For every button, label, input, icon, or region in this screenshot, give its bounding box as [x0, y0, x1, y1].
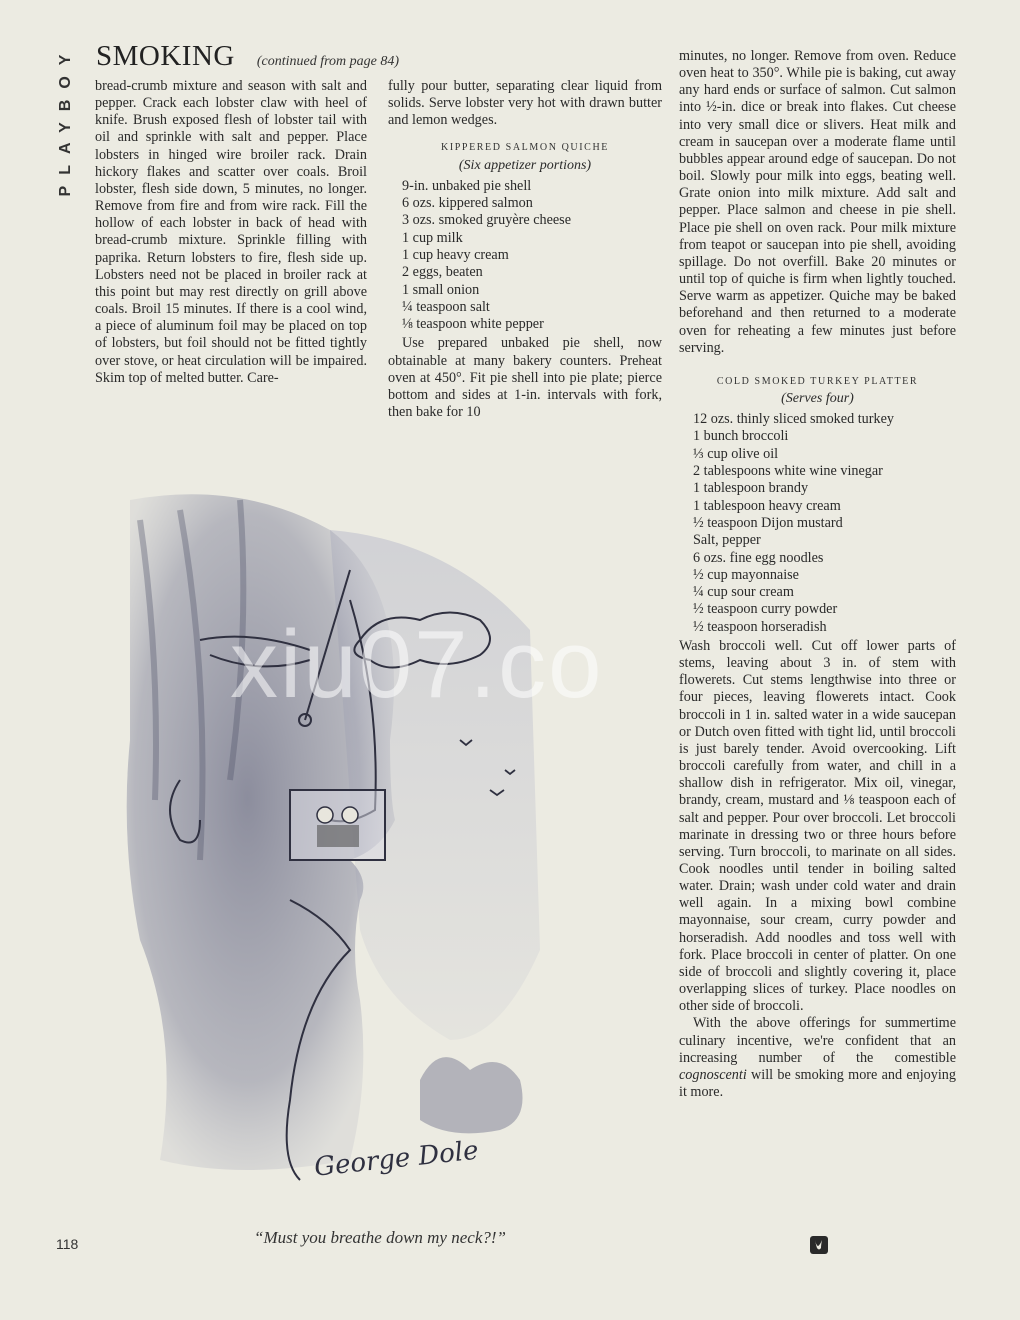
recipe-title-quiche: KIPPERED SALMON QUICHE [441, 142, 609, 154]
ingredient-item: 6 ozs. fine egg noodles [693, 549, 824, 566]
quiche-method-continued: minutes, no longer. Remove from oven. Reduce oven heat to 350°. While pie is baking, cut away any hard ends or surface of salmon. Cut salmon into ½-in. dice or break into flakes. Cut cheese into very small dice or slivers. Heat milk and cream in saucepan over a moderate flame until bubbles appear around edge of saucepan. Do not boil. Slowly pour milk into eggs, beating well. Grate onion into milk mixture. Add salt and pepper. Place salmon and cheese in pie shell. Place pie shell on oven rack. Pour milk mixture from teapot or saucepan into pie shell, avoiding spillage. Do not overfill. Bake 20 minutes or until top of quiche is firm when lightly touched. Serve warm as appetizer. Quiche may be baked beforehand and then returned to a moderate oven for reheating a few minutes just before serving. [679, 48, 956, 356]
ingredient-item: ½ teaspoon curry powder [693, 601, 838, 618]
ingredient-item: 1 small onion [402, 281, 480, 298]
ingredient-item: Salt, pepper [693, 532, 761, 549]
ingredient-item: ½ teaspoon horseradish [693, 618, 827, 635]
ingredient-list-turkey [679, 411, 956, 636]
recipe-title-turkey: COLD SMOKED TURKEY PLATTER [716, 375, 919, 387]
ingredient-item: 6 ozs. kippered salmon [402, 195, 533, 212]
recipe-serves-turkey: (Serves four) [781, 390, 854, 406]
ingredient-item: 12 ozs. thinly sliced smoked turkey [693, 411, 894, 428]
ingredient-list-quiche [388, 178, 662, 334]
ingredient-item: ½ teaspoon Dijon mustard [693, 514, 843, 531]
continued-note: (continued from page 84) [256, 54, 400, 69]
column-1 [95, 78, 367, 430]
ingredient-item: ¼ cup sour cream [693, 584, 794, 601]
ingredient-item: ½ cup mayonnaise [693, 566, 799, 583]
turkey-method: Wash broccoli well. Cut off lower parts of stems, leaving about 3 in. of stem with flowerets. Cut stems lengthwise into three or four pieces, leaving flowerets intact. Cook broccoli in 1 in. salted water in a wide saucepan or Dutch oven fitted with tight lid, until broccoli is just barely tender. Avoid overcooking. Lift broccoli carefully from water, and chill in a shallow dish in refrigerator. Mix oil, vinegar, brandy, cream, mustard and ⅛ teaspoon each of salt and pepper. Pour over broccoli. Let broccoli marinate in dressing two or three hours before serving. Turn broccoli, to marinate on all sides. Cook noodles until tender in boiling salted water. Drain; wash under cold water and drain well again. In a mixing bowl combine mayonnaise, sour cream, curry powder and horseradish. Add noodles and toss well with fork. Place broccoli in center of platter. On one side of broccoli and slightly covering it, place overlapping slices of turkey. Place noodles on other side of broccoli. [679, 637, 956, 1015]
ingredient-item: 2 eggs, beaten [402, 264, 483, 281]
ingredient-item: 1 bunch broccoli [693, 428, 789, 445]
bunny-logo-icon [810, 1236, 828, 1254]
emphasis-cognoscenti: cognoscenti [679, 1066, 747, 1083]
closing-paragraph: With the above offerings for summertime culinary incentive, we're confident that an increasing number of the comestible cognoscenti will be smoking more and enjoying it more. [679, 1015, 956, 1101]
ingredient-item: 1 cup milk [402, 229, 463, 246]
trees [420, 1057, 523, 1133]
recipe-serves-quiche: (Six appetizer portions) [458, 157, 592, 173]
quiche-method: Use prepared unbaked pie shell, now obtainable at many bakery counters. Preheat oven at 450°. Fit pie shell into pie plate; pierce bottom and sides at 1-in. intervals with fork, then bake for 10 [388, 335, 662, 421]
ingredient-item: ⅛ teaspoon white pepper [402, 316, 544, 333]
cartoon-caption: “Must you breathe down my neck?!” [254, 1228, 506, 1247]
ingredient-item: 2 tablespoons white wine vinegar [693, 463, 883, 480]
ingredient-item: 9-in. unbaked pie shell [402, 177, 532, 194]
playboy-vertical-masthead: PLAYBOY [57, 43, 74, 197]
ingredient-item: 1 tablespoon heavy cream [693, 497, 841, 514]
watermark: xiu07.co [230, 611, 604, 718]
ingredient-item: 3 ozs. smoked gruyère cheese [402, 212, 572, 229]
column-2 [388, 78, 662, 430]
lobster-method-continued: bread-crumb mixture and season with salt and pepper. Crack each lobster claw with heel of knife. Brush exposed flesh of lobster tail with oil and sprinkle with salt and pepper. Place lobsters in hinged wire broiler rack. Drain hickory flakes and scatter over coals. Broil lobster, flesh side down, 5 minutes, no longer. Remove from fire and from wire rack. Fill the hollow of each lobster in back of head with bread-crumb mixture. Sprinkle filling with paprika. Return lobsters to fire, flesh side up. Lobsters need not be placed in broiler rack at this point but may rest directly on grill above coals. Broil 15 minutes. If there is a cool wind, a piece of aluminum foil may be placed on top of lobsters, but foil should not be fitted tightly over stove, or heat circulation will be impaired. Skim top of melted butter. Care- [95, 78, 367, 386]
cartoon-illustration [120, 480, 550, 1200]
ingredient-item: ¼ teaspoon salt [402, 298, 490, 315]
tiny-man-1 [317, 807, 333, 823]
ingredient-item: 1 cup heavy cream [402, 246, 509, 263]
article-header [96, 40, 676, 76]
column-3 [679, 48, 956, 1233]
artist-signature: George Dole [312, 1135, 480, 1183]
article-title: SMOKING [96, 40, 235, 72]
tiny-bodies [317, 825, 359, 847]
page-number: 118 [56, 1236, 79, 1252]
ingredient-item: 1 tablespoon brandy [693, 480, 809, 497]
lobster-serving-note: fully pour butter, separating clear liquid from solids. Serve lobster very hot with drawn butter and lemon wedges. [388, 78, 662, 129]
tiny-man-2 [342, 807, 358, 823]
ingredient-item: ⅓ cup olive oil [693, 445, 779, 462]
